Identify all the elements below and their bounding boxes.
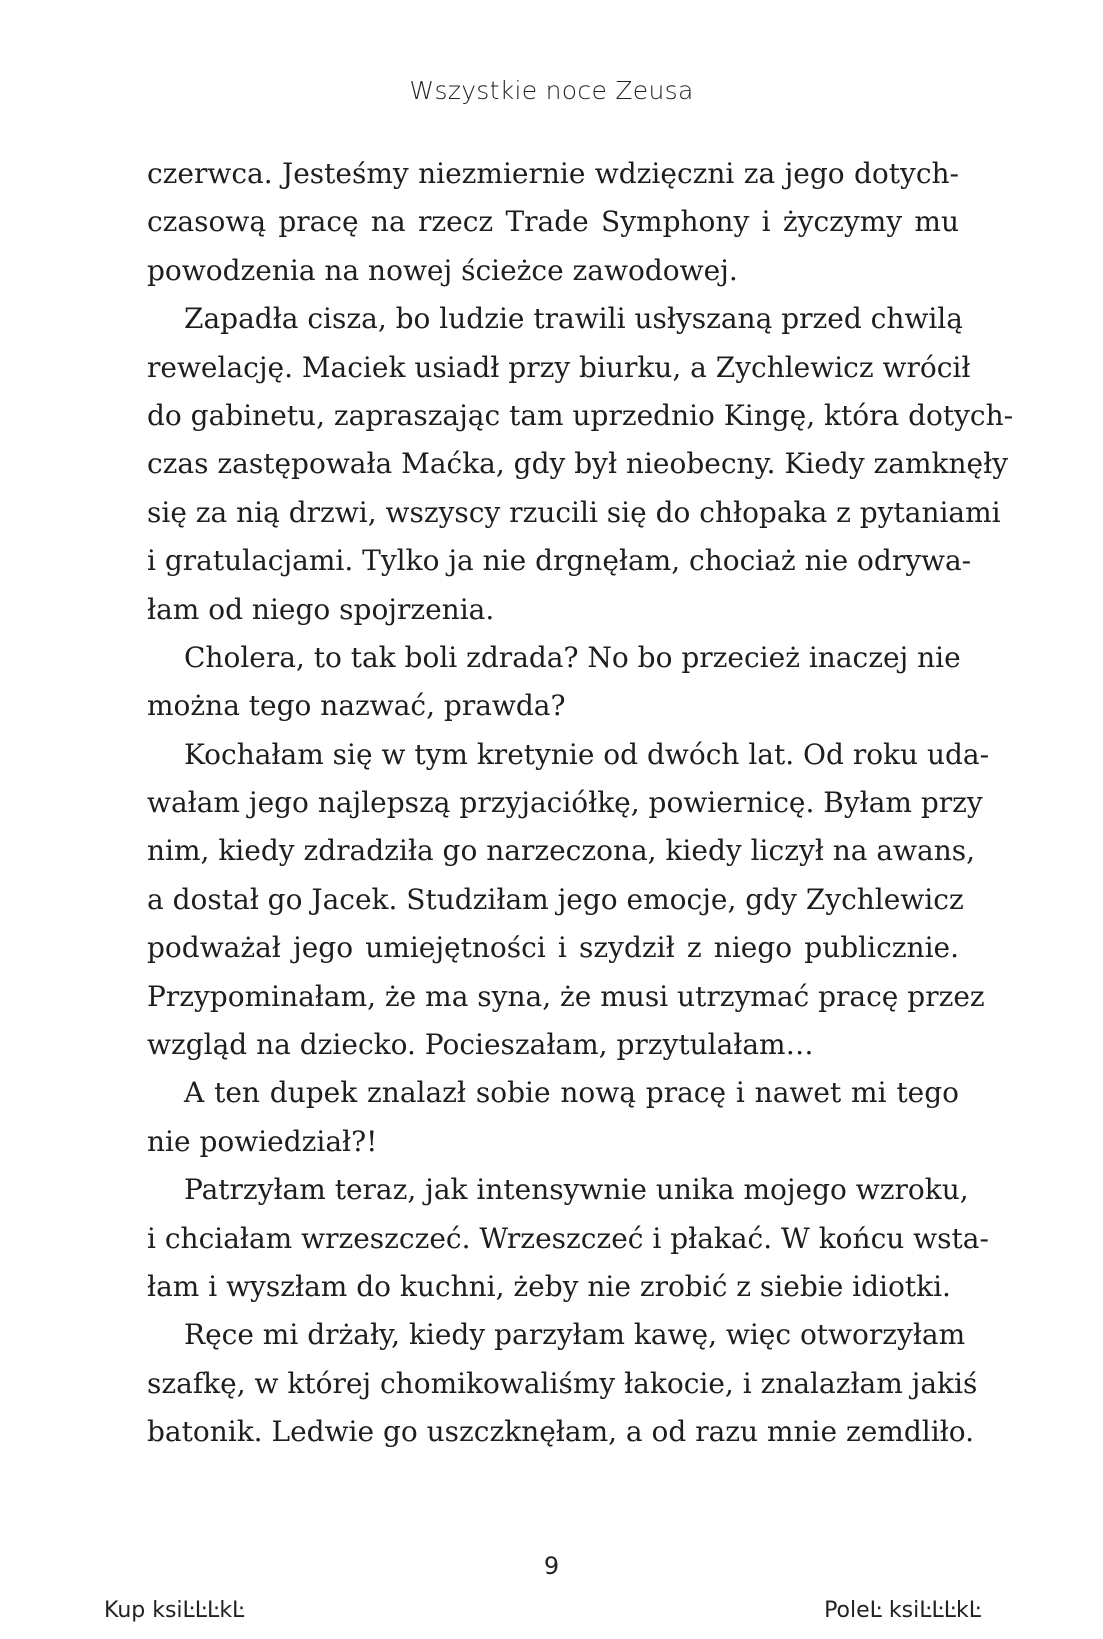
text-line: do gabinetu, zapraszając tam uprzednio Kingę, która dotych-	[147, 398, 1014, 432]
text-line: Zapadła cisza, bo ludzie trawili usłyszaną przed chwilą	[184, 302, 963, 336]
text-line: Przypominałam, że ma syna, że musi utrzymać pracę przez	[147, 979, 985, 1013]
text-line: i gratulacjami. Tylko ja nie drgnęłam, chociaż nie odrywa-	[147, 544, 972, 578]
text-line: nie powiedział?!	[147, 1124, 378, 1158]
buy-book-link[interactable]: Kup ksiĿĿĿkĿ	[104, 1598, 245, 1623]
text-line: łam od niego spojrzenia.	[147, 592, 495, 626]
text-line: a dostał go Jacek. Studziłam jego emocje, gdy Zychlewicz	[147, 882, 964, 916]
text-line: wzgląd na dziecko. Pocieszałam, przytulałam…	[147, 1028, 814, 1062]
text-line: łam i wyszłam do kuchni, żeby nie zrobić z siebie idiotki.	[147, 1269, 951, 1303]
page-number: 9	[543, 1552, 560, 1580]
text-line: Ręce mi drżały, kiedy parzyłam kawę, więc otworzyłam	[184, 1318, 966, 1352]
text-line: Cholera, to tak boli zdrada? No bo przecież inaczej nie	[184, 640, 961, 674]
text-line: podważał jego umiejętności i szydził z niego publicznie.	[147, 931, 959, 965]
recommend-book-link[interactable]: PoleĿ ksiĿĿĿkĿ	[824, 1598, 981, 1623]
text-line: się za nią drzwi, wszyscy rzucili się do chłopaka z pytaniami	[147, 495, 1001, 529]
text-line: czas zastępowała Maćka, gdy był nieobecny. Kiedy zamknęły	[147, 447, 1009, 481]
text-line: Kochałam się w tym kretynie od dwóch lat. Od roku uda-	[184, 737, 990, 771]
text-line: nim, kiedy zdradziła go narzeczona, kiedy liczył na awans,	[147, 834, 976, 868]
text-line: wałam jego najlepszą przyjaciółkę, powiernicę. Byłam przy	[147, 786, 983, 820]
text-line: i chciałam wrzeszczeć. Wrzeszczeć i płakać. W końcu wsta-	[147, 1221, 989, 1255]
text-line: czerwca. Jesteśmy niezmiernie wdzięczni za jego dotych-	[147, 157, 959, 190]
text-line: czasową pracę na rzecz Trade Symphony i życzymy mu	[147, 205, 959, 239]
text-line: rewelację. Maciek usiadł przy biurku, a Zychlewicz wrócił	[147, 350, 971, 384]
text-line: batonik. Ledwie go uszczknęłam, a od razu mnie zemdliło.	[147, 1415, 975, 1449]
running-header: Wszystkie noce Zeusa	[409, 76, 694, 105]
text-line: szafkę, w której chomikowaliśmy łakocie, i znalazłam jakiś	[147, 1366, 978, 1400]
text-line: A ten dupek znalazł sobie nową pracę i nawet mi tego	[184, 1076, 959, 1110]
text-line: Patrzyłam teraz, jak intensywnie unika mojego wzroku,	[184, 1173, 969, 1207]
text-line: można tego nazwać, prawda?	[147, 689, 566, 723]
text-line: powodzenia na nowej ścieżce zawodowej.	[147, 253, 738, 287]
body-text	[147, 150, 1014, 1457]
